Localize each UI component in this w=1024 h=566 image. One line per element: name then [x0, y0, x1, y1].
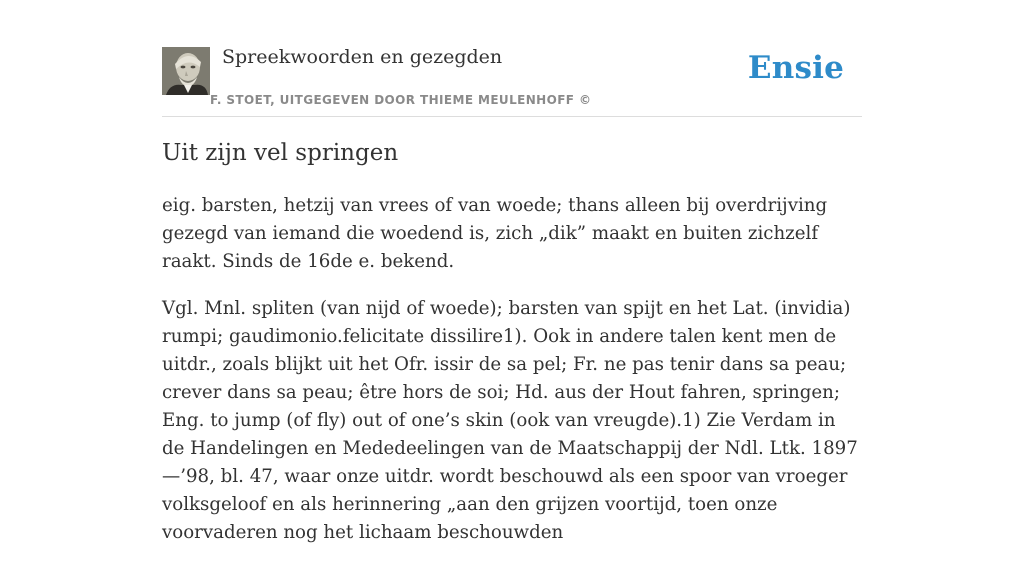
source-title[interactable]: Spreekwoorden en gezegden [222, 46, 503, 68]
ensie-logo[interactable]: Ensie [747, 50, 844, 86]
entry-body [162, 192, 862, 566]
entry-title: Uit zijn vel springen [162, 140, 399, 166]
source-credit: F. STOET, UITGEGEVEN DOOR THIEME MEULENHOFF © [210, 93, 592, 107]
page [162, 0, 862, 543]
entry-paragraph: Vgl. Mnl. spliten (van nijd of woede); barsten van spijt en het Lat. (invidia) rumpi; gaudimonio.felicitate dissilire1). Ook in andere talen kent men de uitdr., zoals blijkt uit het Ofr. issir de sa pel; Fr. ne pas tenir dans sa peau; crever dans sa peau; être hors de soi; Hd. aus der Hout fahren, springen; Eng. to jump (of fly) out of one’s skin (ook van vreugde).1) Zie Verdam in de Handelingen en Mededeelingen van de Maatschappij der Ndl. Ltk. 1897 —’98, bl. 47, waar onze uitdr. wordt beschouwd als een spoor van vroeger volksgeloof en als herinnering „aan den grijzen voortijd, toen onze voorvaderen nog het lichaam beschouwden [162, 298, 858, 543]
entry-paragraph: eig. barsten, hetzij van vrees of van woede; thans alleen bij overdrijving gezegd van iemand die woedend is, zich „dik” maakt en buiten zichzelf raakt. Sinds de 16de e. bekend. [162, 195, 828, 272]
entry-header [162, 0, 862, 117]
author-portrait-icon[interactable] [162, 47, 210, 95]
